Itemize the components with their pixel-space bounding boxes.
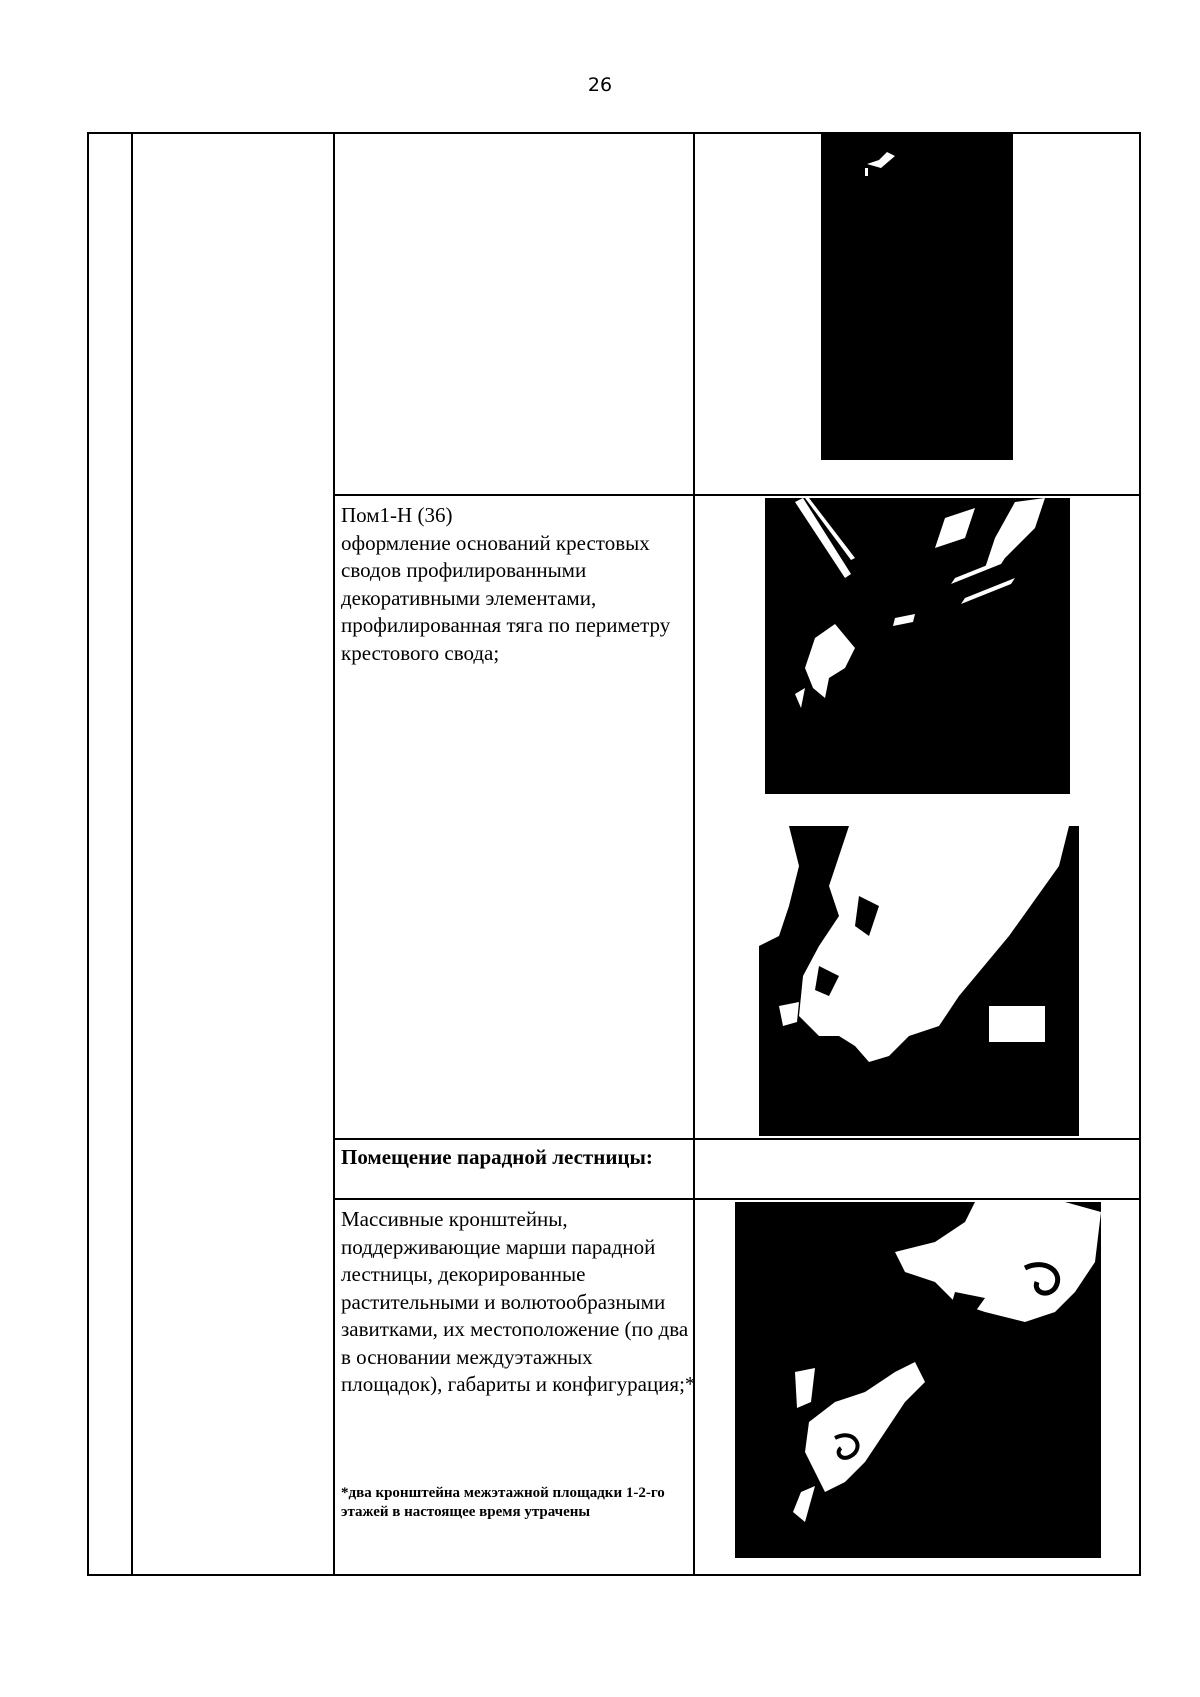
room-description-cell [341, 502, 696, 667]
vault-photo [765, 498, 1070, 794]
footnote: *два кронштейна межэтажной площадки 1-2-го этажей в настоящее время утрачены [341, 1485, 665, 1520]
monument-table [87, 132, 1141, 1576]
column-divider [131, 134, 133, 1574]
room-title: Пом1-Н (36) [341, 503, 453, 527]
dark-photo [821, 134, 1013, 460]
ceiling-photo [759, 826, 1079, 1136]
room-description: оформление оснований крестовых сводов профилированными декоративными элементами, профилированная тяга по периметру крестового свода; [341, 530, 671, 665]
row-divider [333, 494, 1139, 496]
bracket-description: Массивные кронштейны, поддерживающие марши парадной лестницы, декорированные растительными и волютообразными завитками, их местоположение (по два в основании междуэтажных площадок), габариты и конфигурация;* [341, 1207, 696, 1396]
bracket-photo [735, 1202, 1101, 1558]
section-heading: Помещение парадной лестницы: [341, 1145, 653, 1169]
page-number: 26 [587, 74, 613, 96]
row-divider [333, 1138, 1139, 1140]
column-divider [333, 134, 335, 1574]
row-divider [333, 1198, 1139, 1200]
